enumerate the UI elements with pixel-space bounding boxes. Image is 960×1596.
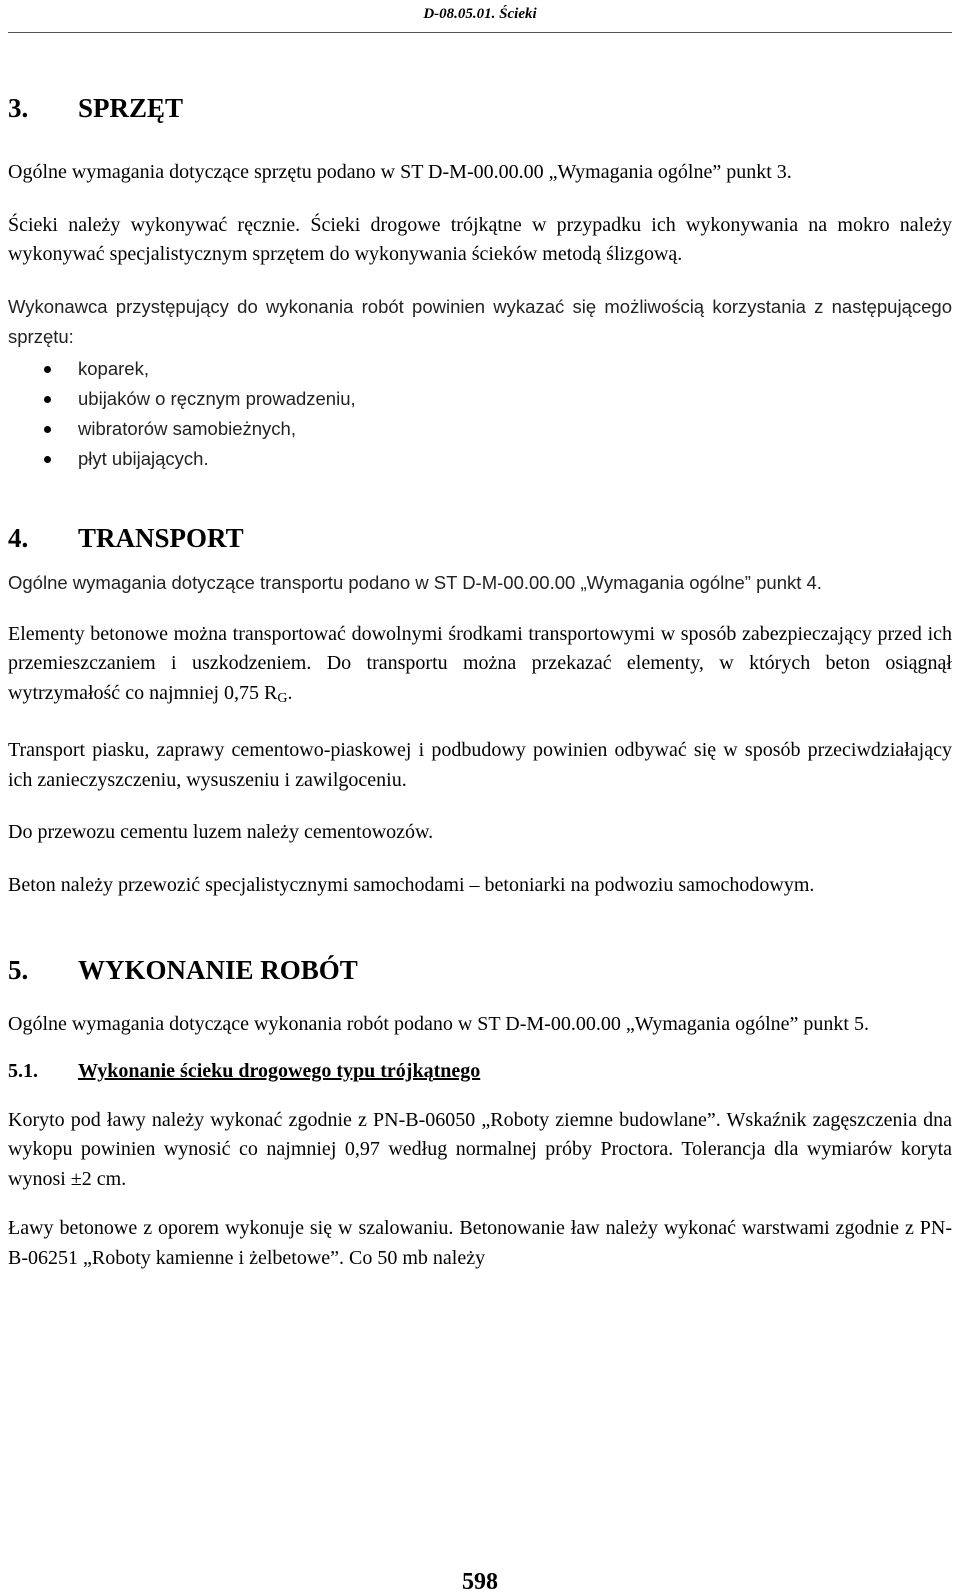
section-3-heading	[8, 88, 952, 128]
section-4-paragraph-2: Elementy betonowe można transportować dowolnymi środkami transportowymi w sposób zabezpieczający przed ich przemieszczaniem i uszkodzeniem. Do transportu można przekazać elementy, w których beton osiągnął wytrzymałość co najmniej 0,75 $R_G$.	[8, 622, 952, 706]
list-item: płyt ubijających.	[8, 444, 952, 474]
subsection-5-1-number: 5.1.	[8, 1059, 38, 1082]
page-header: D-08.05.01. Ścieki	[423, 6, 537, 22]
section-4-paragraph-3: Transport piasku, zaprawy cementowo-piaskowej i podbudowy powinien odbywać się w sposób przeciwdziałający ich zanieczyszczeniu, wysuszeniu i zawilgoceniu.	[8, 739, 952, 791]
section-3-paragraph-1: Ogólne wymagania dotyczące sprzętu podano w ST D-M-00.00.00 „Wymagania ogólne” punkt 3.	[8, 161, 792, 183]
page-number: 598	[462, 1569, 498, 1595]
section-3-paragraph-3: Wykonawca przystępujący do wykonania robót powinien wykazać się możliwością korzystania z następującego sprzętu:	[8, 295, 952, 347]
section-3-title: SPRZĘT	[78, 93, 184, 123]
section-5-heading	[8, 950, 952, 990]
subsection-5-1-title: Wykonanie ścieku drogowego typu trójkątnego	[78, 1059, 481, 1082]
list-item: wibratorów samobieżnych,	[8, 414, 952, 444]
document-body	[8, 88, 952, 1296]
section-4-paragraph-4: Do przewozu cementu luzem należy cementowozów.	[8, 821, 434, 843]
section-5-title: WYKONANIE ROBÓT	[78, 955, 358, 985]
section-5-paragraph-1: Ogólne wymagania dotyczące wykonania robót podano w ST D-M-00.00.00 „Wymagania ogólne” punkt 5.	[8, 1013, 869, 1035]
bullet-icon	[44, 426, 51, 433]
section-4-paragraph-1: Ogólne wymagania dotyczące transportu podano w ST D-M-00.00.00 „Wymagania ogólne” punkt 4.	[8, 571, 822, 593]
section-4-title: TRANSPORT	[78, 522, 244, 553]
section-5-number: 5.	[8, 955, 29, 985]
section-3-number: 3.	[8, 93, 29, 123]
section-5-paragraph-3: Ławy betonowe z oporem wykonuje się w szalowaniu. Betonowanie ław należy wykonać warstwami zgodnie z PN-B-06251 „Roboty kamienne i żelbetowe”. Co 50 mb należy	[8, 1217, 952, 1269]
bullet-icon	[44, 396, 51, 403]
list-item: ubijaków o ręcznym prowadzeniu,	[8, 384, 952, 414]
section-4-heading	[8, 518, 952, 558]
section-5-paragraph-2: Koryto pod ławy należy wykonać zgodnie z PN-B-06050 „Roboty ziemne budowlane”. Wskaźnik zagęszczenia dna wykopu powinien wynosić co najmniej 0,97 według normalnej próby Proctora. Tolerancja dla wymiarów koryta wynosi ±2 cm.	[8, 1108, 952, 1190]
header-divider	[8, 32, 952, 33]
section-4-number: 4.	[8, 522, 29, 553]
list-item: koparek,	[8, 354, 952, 384]
bullet-icon	[44, 456, 51, 463]
section-4-paragraph-5: Beton należy przewozić specjalistycznymi samochodami – betoniarki na podwoziu samochodowym.	[8, 873, 815, 896]
equipment-list	[8, 354, 952, 474]
subsection-5-1-heading	[8, 1056, 952, 1086]
section-3-paragraph-2: Ścieki należy wykonywać ręcznie. Ścieki drogowe trójkątne w przypadku ich wykonywania na mokro należy wykonywać specjalistycznym sprzętem do wykonywania ścieków metodą ślizgową.	[8, 213, 952, 265]
bullet-icon	[44, 366, 51, 373]
